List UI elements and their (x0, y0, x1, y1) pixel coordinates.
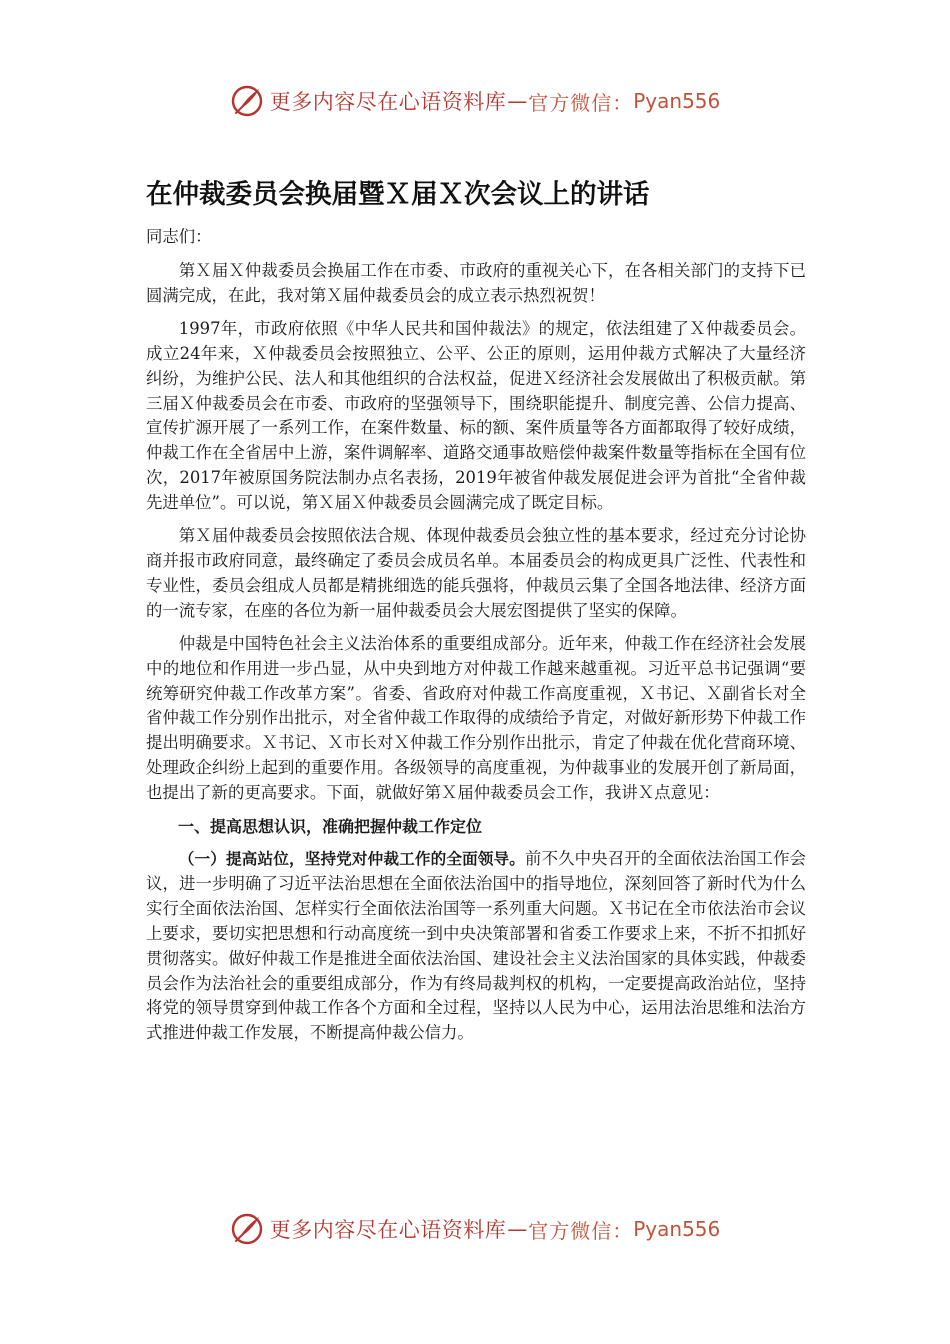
paragraph: 1997年，市政府依照《中华人民共和国仲裁法》的规定，依法组建了Ｘ仲裁委员会。成立24年来，Ｘ仲裁委员会按照独立、公平、公正的原则，运用仲裁方式解决了大量经济纠纷，为维护公民、法人和其他组织的合法权益，促进Ｘ经济社会发展做出了积极贡献。第三届Ｘ仲裁委员会在市委、市政府的坚强领导下，围绕职能提升、制度完善、公信力提高、宣传扩源开展了一系列工作，在案件数量、标的额、案件质量等各方面都取得了较好成绩，仲裁工作在全省居中上游，案件调解率、道路交通事故赔偿仲裁案件数量等指标在全国有位次，2017年被原国务院法制办点名表扬，2019年被省仲裁发展促进会评为首批“全省仲裁先进单位”。可以说，第Ｘ届Ｘ仲裁委员会圆满完成了既定目标。 (146, 318, 806, 513)
section-heading: 一、提高思想认识，准确把握仲裁工作定位 (178, 817, 483, 837)
watermark-dash: — (507, 1217, 528, 1241)
watermark-wechat-id: Pyan556 (633, 1217, 721, 1241)
watermark-text: 更多内容尽在心语资料库 (269, 90, 507, 114)
watermark-dash: — (507, 89, 528, 113)
watermark-wechat-id: Pyan556 (633, 89, 721, 113)
subsection-paragraph (146, 847, 806, 1046)
paragraph: 第Ｘ届仲裁委员会按照依法合规、体现仲裁委员会独立性的基本要求，经过充分讨论协商并报市政府同意，最终确定了委员会成员名单。本届委员会的构成更具广泛性、代表性和专业性，委员会组成人员都是精挑细选的能兵强将，仲裁员云集了全国各地法律、经济方面的一流专家，在座的各位为新一届仲裁委员会大展宏图提供了坚实的保障。 (146, 526, 806, 620)
watermark-label: 官方微信： (528, 90, 634, 115)
watermark-banner-bottom (0, 1204, 950, 1254)
document-title: 在仲裁委员会换届暨Ｘ届Ｘ次会议上的讲话 (146, 179, 650, 210)
watermark-banner-top (0, 76, 950, 126)
feather-pen-logo-icon (230, 84, 264, 118)
subsection-lead: （一）提高站位，坚持党对仲裁工作的全面领导。 (178, 850, 526, 869)
paragraph: 第Ｘ届Ｘ仲裁委员会换届工作在市委、市政府的重视关心下，在各相关部门的支持下已圆满完成，在此，我对第Ｘ届仲裁委员会的成立表示热烈祝贺！ (146, 261, 806, 305)
feather-pen-logo-icon (230, 1212, 264, 1246)
watermark-text: 更多内容尽在心语资料库 (269, 1218, 507, 1242)
watermark-label: 官方微信： (528, 1218, 634, 1243)
salutation: 同志们： (146, 227, 212, 246)
document-body (146, 172, 806, 1054)
subsection-body: 前不久中央召开的全面依法治国工作会议，进一步明确了习近平法治思想在全面依法治国中的指导地位，深刻回答了新时代为什么实行全面依法治国、怎样实行全面依法治国等一系列重大问题。Ｘ书记在全市依法治市会议上要求，要切实把思想和行动高度统一到中央决策部署和省委工作要求上来，不折不扣抓好贯彻落实。做好仲裁工作是推进全面依法治国、建设社会主义法治国家的具体实践，仲裁委员会作为法治社会的重要组成部分，作为有终局裁判权的机构，一定要提高政治站位，坚持将党的领导贯穿到仲裁工作各个方面和全过程，坚持以人民为中心，运用法治思维和法治方式推进仲裁工作发展，不断提高仲裁公信力。 (146, 849, 806, 1043)
paragraph: 仲裁是中国特色社会主义法治体系的重要组成部分。近年来，仲裁工作在经济社会发展中的地位和作用进一步凸显，从中央到地方对仲裁工作越来越重视。习近平总书记强调“要统筹研究仲裁工作改革方案”。省委、省政府对仲裁工作高度重视，Ｘ书记、Ｘ副省长对全省仲裁工作分别作出批示，对全省仲裁工作取得的成绩给予肯定，对做好新形势下仲裁工作提出明确要求。Ｘ书记、Ｘ市长对Ｘ仲裁工作分别作出批示，肯定了仲裁在优化营商环境、处理政企纠纷上起到的重要作用。各级领导的高度重视，为仲裁事业的发展开创了新局面，也提出了新的更高要求。下面，就做好第Ｘ届仲裁委员会工作，我讲Ｘ点意见： (146, 633, 806, 803)
